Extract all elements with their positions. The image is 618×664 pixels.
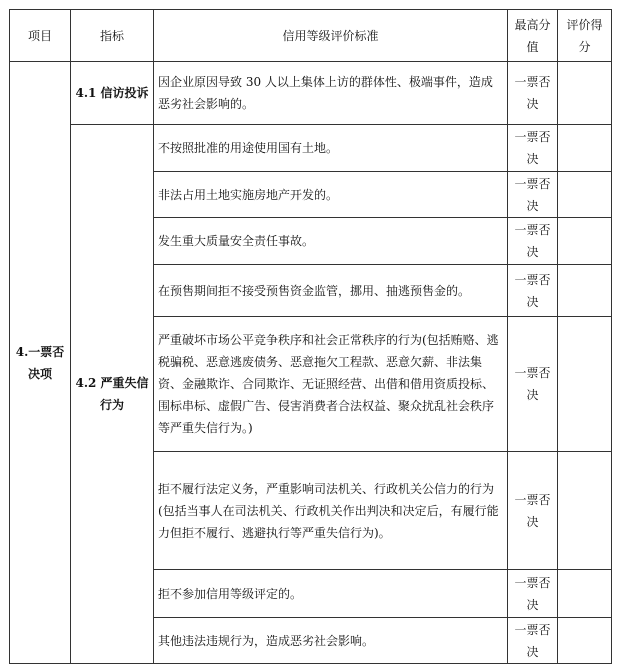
standard-cell: 其他违法违规行为，造成恶劣社会影响。 <box>154 618 508 664</box>
max-score-cell: 一票否决 <box>508 125 558 172</box>
standard-cell: 拒不参加信用等级评定的。 <box>154 570 508 618</box>
item-cell: 4.一票否决项 <box>10 62 71 664</box>
max-score-cell: 一票否决 <box>508 172 558 218</box>
standard-cell: 严重破坏市场公平竞争秩序和社会正常秩序的行为(包括贿赂、逃税骗税、恶意逃废债务、恶意拖欠工程款、恶意欠薪、非法集资、金融欺诈、合同欺诈、无证照经营、出借和借用资质投标、围标串标、虚假广告、侵害消费者合法权益、聚众扰乱社会秩序等严重失信行为。) <box>154 317 508 452</box>
standard-cell: 在预售期间拒不接受预售资金监管，挪用、抽逃预售金的。 <box>154 265 508 317</box>
max-score-cell: 一票否决 <box>508 265 558 317</box>
credit-evaluation-table <box>9 9 612 664</box>
eval-score-cell <box>558 62 612 125</box>
max-score-cell: 一票否决 <box>508 570 558 618</box>
max-score-cell: 一票否决 <box>508 218 558 265</box>
eval-score-cell <box>558 618 612 664</box>
eval-score-cell <box>558 125 612 172</box>
max-score-cell: 一票否决 <box>508 452 558 570</box>
header-indicator: 指标 <box>71 10 154 62</box>
max-score-cell: 一票否决 <box>508 618 558 664</box>
standard-cell: 不按照批准的用途使用国有土地。 <box>154 125 508 172</box>
header-standard: 信用等级评价标准 <box>154 10 508 62</box>
indicator-cell: 4.1 信访投诉 <box>71 62 154 125</box>
standard-cell: 发生重大质量安全责任事故。 <box>154 218 508 265</box>
header-row <box>10 10 612 62</box>
eval-score-cell <box>558 317 612 452</box>
table-row <box>10 125 612 172</box>
eval-score-cell <box>558 570 612 618</box>
header-max-score: 最高分值 <box>508 10 558 62</box>
standard-cell: 因企业原因导致 30 人以上集体上访的群体性、极端事件，造成恶劣社会影响的。 <box>154 62 508 125</box>
max-score-cell: 一票否决 <box>508 317 558 452</box>
eval-score-cell <box>558 265 612 317</box>
indicator-cell: 4.2 严重失信行为 <box>71 125 154 664</box>
eval-score-cell <box>558 172 612 218</box>
max-score-cell: 一票否决 <box>508 62 558 125</box>
standard-cell: 拒不履行法定义务，严重影响司法机关、行政机关公信力的行为(包括当事人在司法机关、行政机关作出判决和决定后，有履行能力但拒不履行、逃避执行等严重失信行为)。 <box>154 452 508 570</box>
header-eval-score: 评价得分 <box>558 10 612 62</box>
table-row <box>10 62 612 125</box>
header-item: 项目 <box>10 10 71 62</box>
eval-score-cell <box>558 218 612 265</box>
standard-cell: 非法占用土地实施房地产开发的。 <box>154 172 508 218</box>
eval-score-cell <box>558 452 612 570</box>
